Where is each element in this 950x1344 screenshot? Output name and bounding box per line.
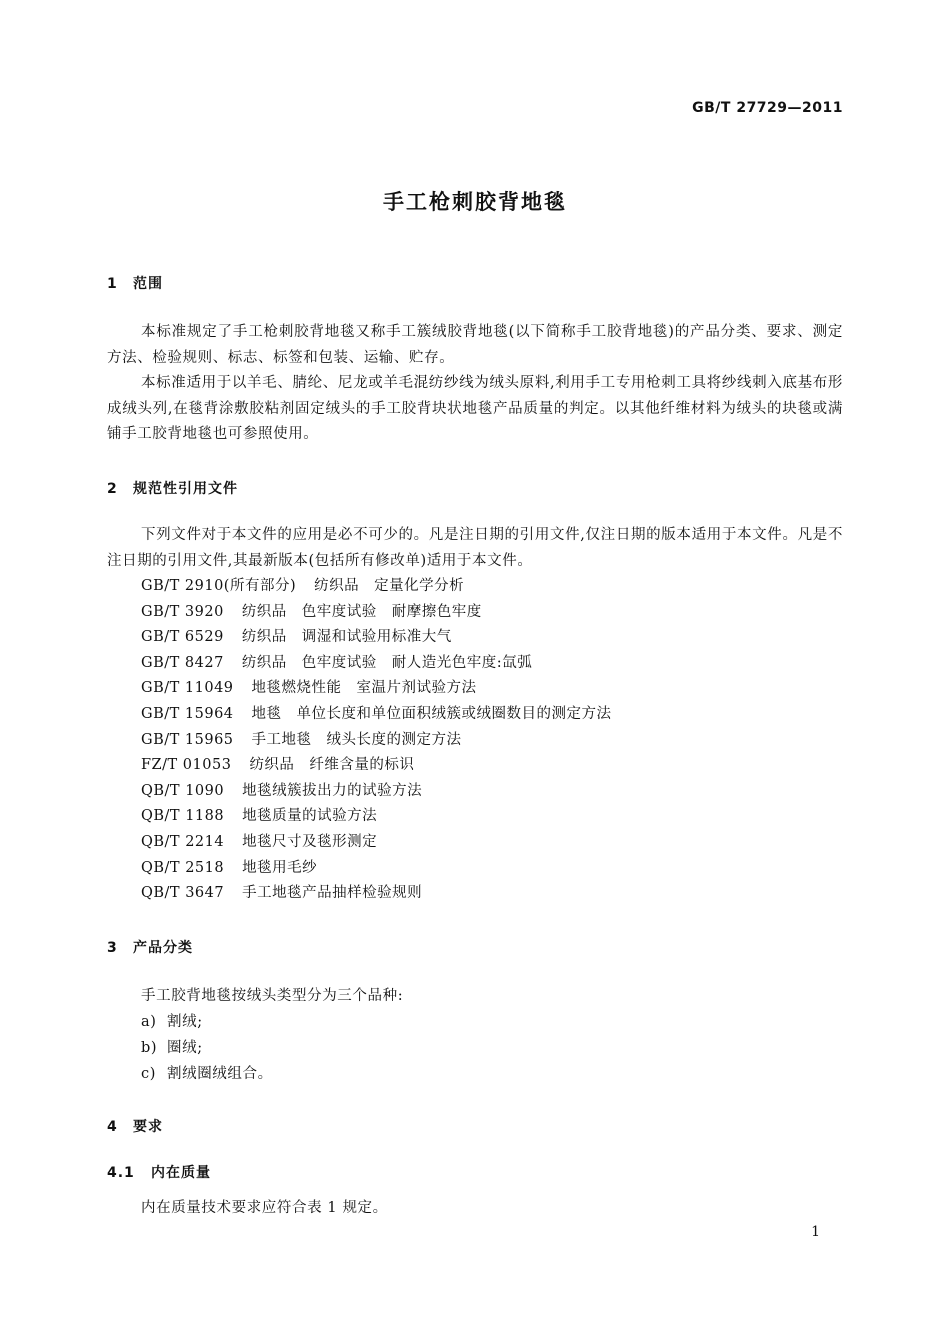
reference-code: QB/T 3647 bbox=[141, 885, 225, 902]
reference-title: 手工地毯 绒头长度的测定方法 bbox=[251, 731, 462, 748]
list-item bbox=[141, 1009, 403, 1035]
reference-item bbox=[141, 753, 612, 779]
reference-code: QB/T 1090 bbox=[141, 782, 225, 799]
section-4-heading bbox=[107, 1116, 163, 1136]
section-number: 1 bbox=[107, 276, 118, 292]
section-1-heading bbox=[107, 273, 163, 293]
section-number: 4.1 bbox=[107, 1165, 135, 1181]
references-intro: 下列文件对于本文件的应用是必不可少的。凡是注日期的引用文件,仅注日期的版本适用于本文件。凡是不注日期的引用文件,其最新版本(包括所有修改单)适用于本文件。 bbox=[107, 527, 843, 569]
reference-item bbox=[141, 856, 612, 882]
reference-title: 纺织品 定量化学分析 bbox=[314, 578, 465, 594]
document-title: 手工枪刺胶背地毯 bbox=[383, 190, 567, 214]
reference-item bbox=[141, 651, 612, 677]
list-marker: b) bbox=[141, 1040, 158, 1056]
reference-code: GB/T 6529 bbox=[141, 629, 224, 646]
reference-title: 地毯 单位长度和单位面积绒簇或绒圈数目的测定方法 bbox=[251, 705, 612, 722]
list-text: 割绒圈绒组合。 bbox=[167, 1066, 273, 1082]
reference-code: GB/T 11049 bbox=[141, 680, 234, 697]
section-number: 3 bbox=[107, 940, 118, 956]
reference-title: 地毯质量的试验方法 bbox=[242, 808, 378, 825]
reference-item bbox=[141, 830, 612, 856]
reference-code: GB/T 2910(所有部分) bbox=[141, 578, 297, 594]
reference-list bbox=[141, 574, 612, 907]
reference-title: 手工地毯产品抽样检验规则 bbox=[242, 885, 423, 902]
reference-code: QB/T 1188 bbox=[141, 808, 225, 825]
reference-code: FZ/T 01053 bbox=[141, 757, 232, 774]
section-3-heading bbox=[107, 937, 193, 957]
section-2-heading bbox=[107, 478, 238, 498]
scope-paragraph-1: 本标准规定了手工枪刺胶背地毯又称手工簇绒胶背地毯(以下简称手工胶背地毯)的产品分类、要求、测定方法、检验规则、标志、标签和包装、运输、贮存。 bbox=[107, 324, 843, 366]
section-4-1-heading bbox=[107, 1162, 211, 1182]
list-item bbox=[141, 1035, 403, 1061]
reference-title: 地毯尺寸及毯形测定 bbox=[242, 833, 378, 850]
scope-paragraph-2: 本标准适用于以羊毛、腈纶、尼龙或羊毛混纺纱线为绒头原料,利用手工专用枪刺工具将纱线刺入底基布形成绒头列,在毯背涂敷胶粘剂固定绒头的手工胶背块状地毯产品质量的判定。以其他纤维材料为绒头的块毯或满铺手工胶背地毯也可参照使用。 bbox=[107, 375, 843, 442]
list-item bbox=[141, 1061, 403, 1087]
reference-code: QB/T 2214 bbox=[141, 833, 225, 850]
classification-intro: 手工胶背地毯按绒头类型分为三个品种: bbox=[141, 988, 404, 1004]
reference-title: 地毯绒簇拔出力的试验方法 bbox=[242, 782, 423, 799]
reference-code: GB/T 3920 bbox=[141, 603, 224, 620]
list-text: 割绒; bbox=[167, 1014, 203, 1030]
list-marker: c) bbox=[141, 1066, 156, 1082]
standard-code: GB/T 27729—2011 bbox=[692, 100, 843, 116]
reference-title: 地毯燃烧性能 室温片剂试验方法 bbox=[251, 680, 477, 697]
section-title: 产品分类 bbox=[133, 940, 193, 956]
reference-item bbox=[141, 600, 612, 626]
reference-code: GB/T 8427 bbox=[141, 654, 224, 671]
reference-title: 纺织品 色牢度试验 耐摩擦色牢度 bbox=[241, 603, 482, 620]
section-title: 规范性引用文件 bbox=[133, 481, 238, 497]
reference-code: GB/T 15965 bbox=[141, 731, 234, 748]
reference-code: GB/T 15964 bbox=[141, 705, 234, 722]
reference-code: QB/T 2518 bbox=[141, 859, 225, 876]
reference-title: 纺织品 调湿和试验用标准大气 bbox=[241, 629, 452, 646]
reference-title: 地毯用毛纱 bbox=[242, 859, 318, 876]
section-number: 4 bbox=[107, 1119, 118, 1135]
section-number: 2 bbox=[107, 481, 118, 497]
section-title: 范围 bbox=[133, 276, 163, 292]
list-text: 圈绒; bbox=[167, 1040, 203, 1056]
reference-title: 纺织品 色牢度试验 耐人造光色牢度:氙弧 bbox=[241, 654, 533, 671]
reference-item bbox=[141, 779, 612, 805]
classification-list bbox=[141, 983, 403, 1087]
section-title: 要求 bbox=[133, 1119, 163, 1135]
reference-item bbox=[141, 702, 612, 728]
reference-item bbox=[141, 574, 612, 600]
reference-item bbox=[141, 804, 612, 830]
list-marker: a) bbox=[141, 1014, 157, 1030]
reference-title: 纺织品 纤维含量的标识 bbox=[249, 757, 415, 774]
reference-item bbox=[141, 676, 612, 702]
section-4-1-text: 内在质量技术要求应符合表 1 规定。 bbox=[141, 1200, 388, 1216]
reference-item bbox=[141, 881, 612, 907]
page-number: 1 bbox=[811, 1224, 820, 1240]
reference-item bbox=[141, 625, 612, 651]
reference-item bbox=[141, 728, 612, 754]
section-title: 内在质量 bbox=[151, 1165, 211, 1181]
